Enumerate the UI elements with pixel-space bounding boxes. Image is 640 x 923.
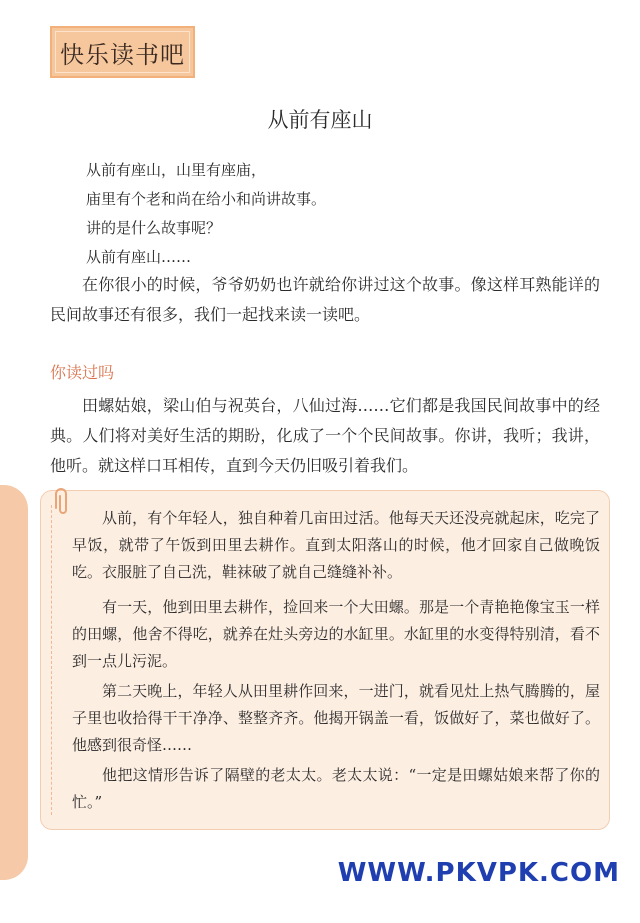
poem-title: 从前有座山 xyxy=(267,108,373,132)
poem-line: 庙里有个老和尚在给小和尚讲故事。 xyxy=(86,190,327,208)
poem-line: 从前有座山，山里有座庙， xyxy=(86,161,267,179)
poem-line: 讲的是什么故事呢？ xyxy=(86,219,222,237)
story-paragraph: 第二天晚上，年轻人从田里耕作回来，一进门，就看见灶上热气腾腾的，屋子里也收拾得干干净净、整整齐齐。他揭开锅盖一看，饭做好了，菜也做好了。他感到很奇怪…… xyxy=(72,682,600,754)
banner-title: 快乐读书吧 xyxy=(60,40,185,69)
story-paragraph: 从前，有个年轻人，独自种着几亩田过活。他每天天还没亮就起床，吃完了早饭，就带了午饭到田里去耕作。直到太阳落山的时候，他才回家自己做晚饭吃。衣服脏了自己洗，鞋袜破了就自己缝缝补补。 xyxy=(72,509,600,581)
section-heading: 你读过吗 xyxy=(50,363,115,382)
watermark-text: WWW.PKVPK.COM xyxy=(337,858,620,888)
decorative-band xyxy=(0,485,28,880)
poem-line: 从前有座山…… xyxy=(86,248,192,266)
intro-paragraph: 在你很小的时候，爷爷奶奶也许就给你讲过这个故事。像这样耳熟能详的民间故事还有很多，我们一起找来读一读吧。 xyxy=(50,275,600,324)
section-paragraph: 田螺姑娘，梁山伯与祝英台，八仙过海……它们都是我国民间故事中的经典。人们将对美好生活的期盼，化成了一个个民间故事。你讲，我听；我讲，他听。就这样口耳相传，直到今天仍旧吸引着我们。 xyxy=(50,396,600,475)
section-banner xyxy=(50,26,195,78)
story-paragraph: 他把这情形告诉了隔壁的老太太。老太太说：“一定是田螺姑娘来帮了你的忙。” xyxy=(72,766,600,811)
story-paragraph: 有一天，他到田里去耕作，捡回来一个大田螺。那是一个青艳艳像宝玉一样的田螺，他舍不得吃，就养在灶头旁边的水缸里。水缸里的水变得特别清，看不到一点儿污泥。 xyxy=(72,598,600,670)
paperclip-icon xyxy=(50,486,72,516)
